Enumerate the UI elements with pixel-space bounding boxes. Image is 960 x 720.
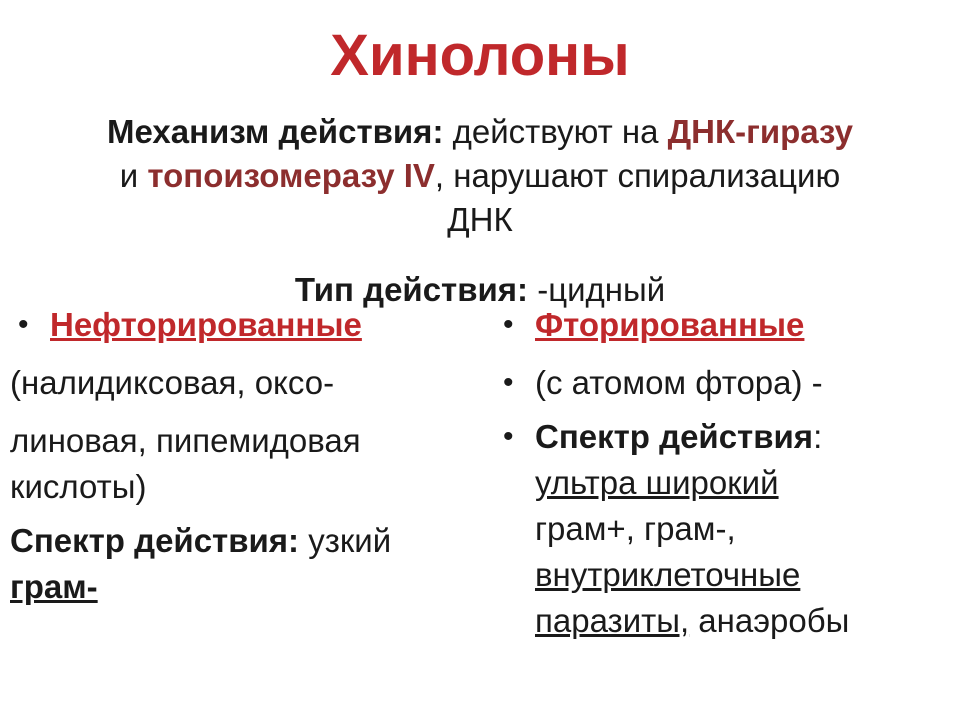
left-heading-item <box>10 302 460 348</box>
right-note: (с атомом фтора) - <box>535 364 823 401</box>
mechanism-target-gyrase: ДНК-гиразу <box>667 113 853 150</box>
mechanism-line-1 <box>20 110 940 154</box>
right-spectrum-intracellular: внутриклеточные <box>535 556 801 593</box>
bullet-icon: • <box>503 366 514 399</box>
action-type-value: -цидный <box>528 271 666 308</box>
right-spectrum-line-1 <box>535 460 945 506</box>
right-spectrum-label: Спектр действия <box>535 418 814 455</box>
left-spectrum-line <box>10 518 460 564</box>
left-heading: Нефторированные <box>50 306 362 343</box>
bullet-icon: • <box>503 308 514 341</box>
right-heading: Фторированные <box>535 306 805 343</box>
right-spectrum-anaerobes: анаэробы <box>689 602 850 639</box>
slide-title: Хинолоны <box>330 23 630 88</box>
mechanism-target-topoisomerase: топоизомеразу IV <box>147 157 435 194</box>
left-line-2: линовая, пипемидовая <box>10 422 361 459</box>
mechanism-line-3 <box>20 198 940 242</box>
left-line-1: (налидиксовая, оксо- <box>10 364 335 401</box>
right-spectrum-line-2: грам+, грам-, <box>535 510 736 547</box>
bullet-icon: • <box>503 420 514 453</box>
right-spectrum-item <box>495 414 945 644</box>
left-spectrum-line-2 <box>10 564 460 610</box>
action-type-label: Тип действия: <box>294 271 529 308</box>
mechanism-text-4: ДНК <box>447 201 513 238</box>
bullet-icon: • <box>18 308 29 341</box>
left-spectrum-label: Спектр действия: <box>10 522 300 559</box>
right-spectrum-line-4 <box>535 598 945 644</box>
mechanism-line-2 <box>20 154 940 198</box>
left-column <box>10 302 460 610</box>
right-column <box>495 302 945 644</box>
mechanism-text-2: и <box>119 157 148 194</box>
mechanism-block <box>20 110 940 242</box>
mechanism-text-1: действуют на <box>443 113 668 150</box>
right-spectrum-broad: ультра широкий <box>535 464 779 501</box>
right-spectrum-label-line <box>535 414 945 460</box>
left-spectrum-value-2: грам- <box>10 568 98 605</box>
left-line-3: кислоты) <box>10 468 147 505</box>
right-spectrum-colon: : <box>813 418 823 455</box>
left-spectrum-value: узкий <box>299 522 392 559</box>
right-spectrum-line-3 <box>535 552 945 598</box>
mechanism-text-3: , нарушают спирализацию <box>434 157 841 194</box>
right-heading-item <box>495 302 945 348</box>
right-spectrum-parasites: паразиты, <box>535 602 690 639</box>
mechanism-label: Механизм действия: <box>107 113 444 150</box>
right-note-item <box>495 360 945 406</box>
